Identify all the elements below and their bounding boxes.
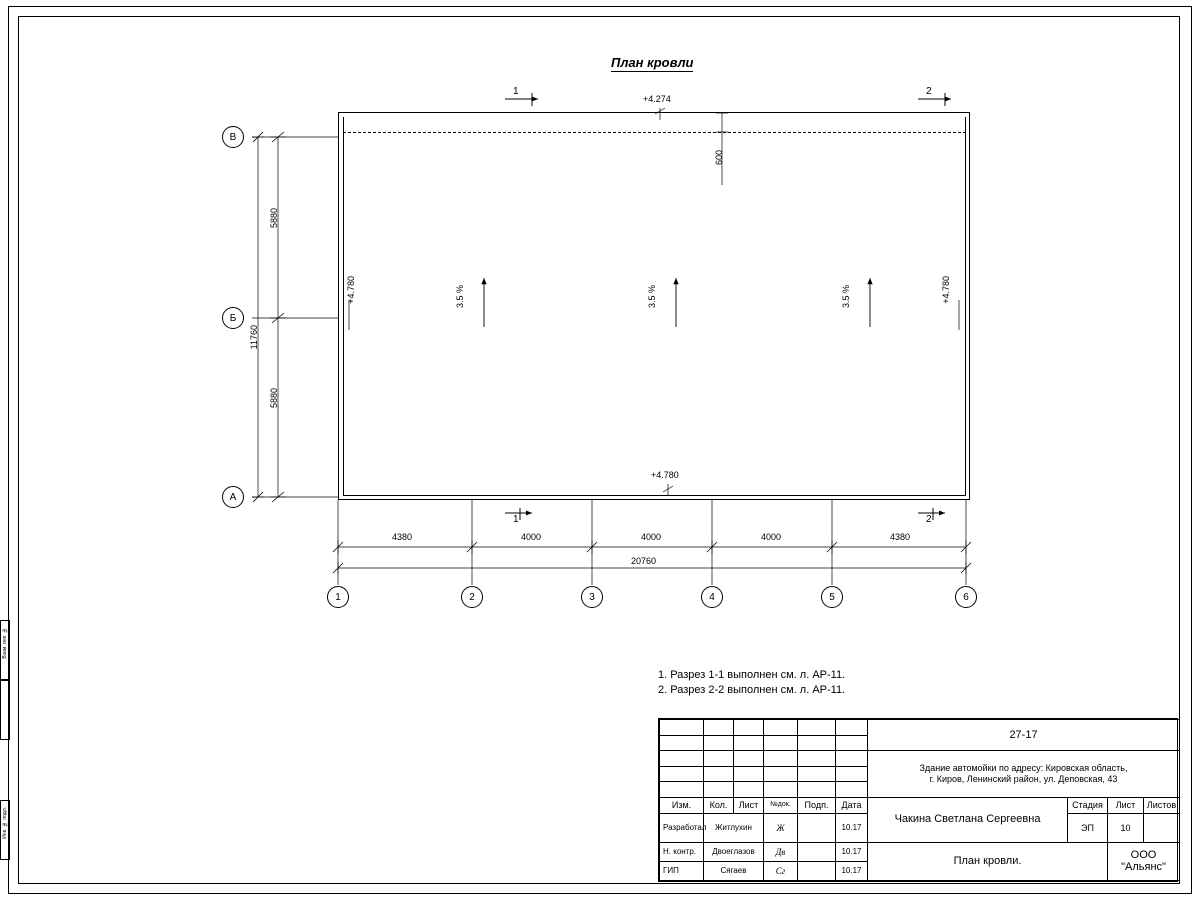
tb-sign-blank-1 [798,814,836,843]
tb-name-2: Двоеглазов [704,842,764,861]
tb-blank-15 [734,751,764,767]
dim-horizontal-4: 4000 [761,532,782,542]
tb-company: ООО "Альянс" [1108,842,1180,880]
tb-blank-18 [836,751,868,767]
title-block [658,718,1178,882]
tb-role-1: Разработал [660,814,704,843]
tb-sheets-value [1144,814,1180,843]
tb-blank-27 [734,782,764,798]
tb-object-line-1: Здание автомойки по адресу: Кировская область, [919,763,1128,774]
tb-blank-11 [798,735,836,751]
axis-bubble-h-4: 4 [701,586,723,608]
tb-blank-5 [798,720,836,736]
tb-blank-2 [704,720,734,736]
tb-name-3: Сягаев [704,861,764,880]
tb-blank-3 [734,720,764,736]
page-title: План кровли [611,55,694,70]
tb-sign-1: Ж [764,814,798,843]
tb-blank-21 [734,766,764,782]
tb-header-izm: Изм. [660,797,704,814]
axis-bubble-v-3: А [222,486,244,508]
note-line-1: 1. Разрез 1-1 выполнен см. л. АР-11. [658,669,846,681]
dim-horizontal-3: 4000 [641,532,662,542]
section-mark-top-left: 1 [513,86,519,97]
frame-top-tick [1170,16,1178,17]
tb-blank-30 [836,782,868,798]
axis-bubble-h-1: 1 [327,586,349,608]
tb-object-line-2: г. Киров, Ленинский район, ул. Деповская, 43 [929,773,1118,784]
dim-horizontal-1: 4380 [392,532,413,542]
section-mark-bottom-right: 2 [926,514,932,525]
tb-date-2: 10.17 [836,842,868,861]
slope-label-3: 3.5 % [841,285,851,309]
tb-blank-14 [704,751,734,767]
elevation-bottom: +4.780 [651,470,679,480]
left-margin-box-3 [0,800,10,860]
left-margin-box-2 [0,680,10,740]
section-mark-top-right: 2 [926,86,932,97]
tb-blank-7 [660,735,704,751]
tb-role-3: ГИП [660,861,704,880]
tb-sign-3: Сг [764,861,798,880]
tb-sheet-header: Лист [1108,797,1144,814]
drawing-notes [658,668,845,698]
dim-parapet-600: 600 [714,150,724,166]
tb-blank-20 [704,766,734,782]
tb-blank-8 [704,735,734,751]
tb-sheets-header: Листов [1144,797,1180,814]
tb-header-podp: Подп. [798,797,836,814]
elevation-left: +4.780 [346,276,356,304]
tb-sheet-value: 10 [1108,814,1144,843]
dim-horizontal-2: 4000 [521,532,542,542]
elevation-right: +4.780 [941,276,951,304]
tb-name-1: Житлухин [704,814,764,843]
dim-vertical-5880-upper: 5880 [269,208,279,229]
tb-blank-1 [660,720,704,736]
dim-horizontal-5: 4380 [890,532,911,542]
axis-bubble-h-5: 5 [821,586,843,608]
tb-header-list: Лист [734,797,764,814]
slope-label-2: 3.5 % [647,285,657,309]
left-margin-label-2: Инв. № подл. [2,807,8,839]
tb-blank-25 [660,782,704,798]
tb-blank-4 [764,720,798,736]
dim-horizontal-total: 20760 [631,556,657,566]
tb-blank-28 [764,782,798,798]
tb-object-name [868,751,1180,798]
axis-bubble-v-2: Б [222,307,244,329]
tb-blank-19 [660,766,704,782]
tb-blank-9 [734,735,764,751]
dim-vertical-total: 11760 [249,325,259,350]
roof-ridge-dashed-line [343,132,966,133]
axis-bubble-h-3: 3 [581,586,603,608]
tb-stage-value: ЭП [1068,814,1108,843]
left-margin-box-1 [0,620,10,680]
tb-blank-17 [798,751,836,767]
tb-blank-10 [764,735,798,751]
tb-date-3: 10.17 [836,861,868,880]
axis-bubble-h-2: 2 [461,586,483,608]
left-margin-label-1: Взам. инв. № [2,627,8,659]
note-line-2: 2. Разрез 2-2 выполнен см. л. АР-11. [658,684,846,696]
tb-sign-blank-2 [798,842,836,861]
tb-blank-22 [764,766,798,782]
tb-sign-blank-3 [798,861,836,880]
elevation-ridge: +4.274 [643,94,671,104]
tb-sheet-name: План кровли. [868,842,1108,880]
tb-blank-6 [836,720,868,736]
tb-project-code: 27-17 [868,720,1180,751]
axis-bubble-v-1: В [222,126,244,148]
tb-blank-13 [660,751,704,767]
tb-blank-24 [836,766,868,782]
tb-role-2: Н. контр. [660,842,704,861]
tb-header-ndok: №док. [764,797,798,814]
tb-blank-29 [798,782,836,798]
dim-vertical-5880-lower: 5880 [269,388,279,409]
tb-blank-26 [704,782,734,798]
tb-customer: Чакина Светлана Сергеевна [868,797,1068,842]
tb-date-1: 10.17 [836,814,868,843]
tb-blank-16 [764,751,798,767]
tb-blank-23 [798,766,836,782]
tb-stage-header: Стадия [1068,797,1108,814]
axis-bubble-h-6: 6 [955,586,977,608]
tb-header-data: Дата [836,797,868,814]
tb-header-kol: Кол. [704,797,734,814]
slope-label-1: 3.5 % [455,285,465,309]
tb-blank-12 [836,735,868,751]
tb-sign-2: Дв [764,842,798,861]
section-mark-bottom-left: 1 [513,514,519,525]
